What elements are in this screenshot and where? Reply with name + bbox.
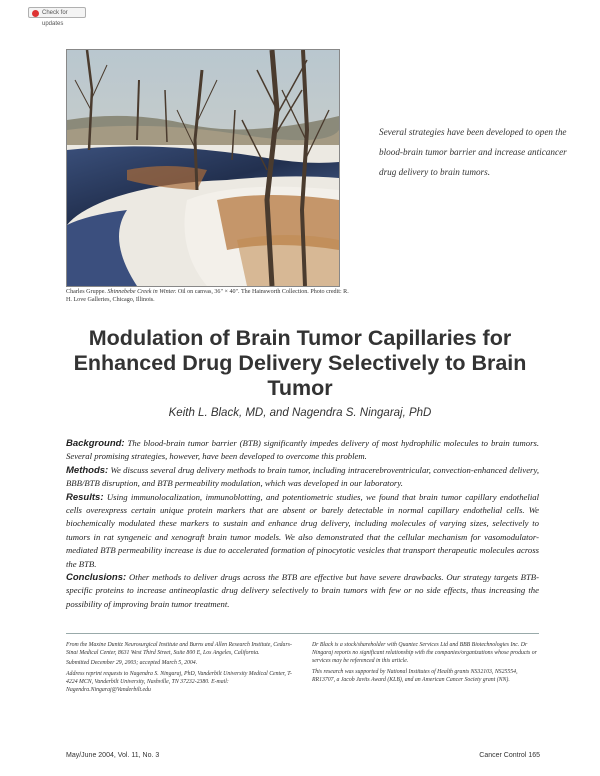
winter-creek-painting [67, 50, 339, 286]
abstract-results [66, 491, 539, 571]
pull-quote: Several strategies have been developed to open the blood-brain tumor barrier and increase anticancer drug delivery to brain tumors. [379, 127, 567, 177]
article-title: Modulation of Brain Tumor Capillaries for Enhanced Drug Delivery Selectively to Brain Tumor [73, 326, 527, 400]
caption-details: Oil on canvas, 36" × 40". The Hainsworth Collection. Photo credit: R. H. Love Galleries, Chicago, Illinois. [66, 289, 349, 303]
figure-caption [66, 288, 351, 304]
abstract-background [66, 437, 539, 464]
abstract-conclusions [66, 571, 539, 611]
caption-artist: Charles Gruppe. [66, 289, 106, 295]
background-label: Background: [66, 438, 125, 449]
funding-note: This research was supported by National Institutes of Health grants NS32103, NS25554, RR13707, a Jacob Javits Award (KLB), and an American Cancer Society grant (NN). [312, 668, 518, 683]
abstract-methods [66, 464, 539, 491]
issue-info: May/June 2004, Vol. 11, No. 3 [66, 752, 160, 759]
reprints-note: Address reprint requests to Nagendra S. Ningaraj, PhD, Vanderbilt University Medical Center, T-4224 MCN, Vanderbilt University, Nashville, TN 37232-2380. E-mail: Nagendra.Ningaraj@Vanderbilt.edu [66, 670, 292, 694]
background-text: The blood-brain tumor barrier (BTB) significantly impedes delivery of most hydrophilic molecules to brain tumors. Several promising strategies, however, have been developed to overcome this problem. [66, 438, 540, 462]
badge-label: Check for updates [42, 10, 68, 27]
conclusions-text: Other methods to deliver drugs across the BTB are effective but have severe drawbacks. Our strategy targets BTB-specific proteins to increase antineoplastic drug delivery selectively to brain tumors with few or no side effects, thus increasing the possibility of improving brain tumor treatment. [66, 572, 540, 609]
methods-text: We discuss several drug delivery methods to brain tumor, including intracerebroventricular, convection-enhanced delivery, BBB/BTB disruption, and BTB permeability modulation, which was developed in our laboratory. [66, 464, 539, 489]
update-icon [32, 10, 39, 17]
methods-label: Methods: [66, 464, 109, 476]
abstract [66, 437, 539, 611]
disclosure-note: Dr Black is a stock/shareholder with Quantec Services Ltd and BBB Biotechnologies Inc. Dr Ningaraj reports no significant relationship with the companies/organizations whose products or services may be referenced in this article. [312, 642, 537, 665]
journal-page: Cancer Control 165 [479, 752, 540, 759]
results-text: Using immunolocalization, immunoblotting, and potentiometric studies, we found that brain tumor capillary endothelial cells overexpress certain unique protein markers that are absent or barely detectable in normal capillary endothelial cells. We biochemically modulated these markers to sustain and enhance drug delivery, including molecules of varying sizes, selectively to tumors in rat syngeneic and xenograft brain tumor models. We also demonstrated that the cellular mechanism for vasomodulator-mediated BTB permeability increase is due to accelerated formation of pinocytotic vesicles that transport therapeutic molecules across the BTB. [66, 491, 539, 569]
caption-title: Shinnebebe Creek in Winter. [107, 289, 177, 295]
footnotes-left [66, 641, 300, 696]
conclusions-label: Conclusions: [66, 572, 127, 584]
cover-painting [66, 49, 340, 287]
results-label: Results: [66, 491, 104, 503]
footnotes-right [312, 641, 540, 686]
check-for-updates-badge[interactable] [28, 7, 86, 27]
submission-note: Submitted December 29, 2003; accepted March 5, 2004. [66, 660, 198, 667]
footnote-divider [66, 633, 539, 634]
article-authors: Keith L. Black, MD, and Nagendra S. Ningaraj, PhD [168, 407, 432, 419]
affiliation-note: From the Maxine Dunitz Neurosurgical Institute and Burns and Allen Research Institute, Cedars-Sinai Medical Center, 8631 West Third Street, Suite 800 E, Los Angeles, California. [66, 642, 292, 657]
